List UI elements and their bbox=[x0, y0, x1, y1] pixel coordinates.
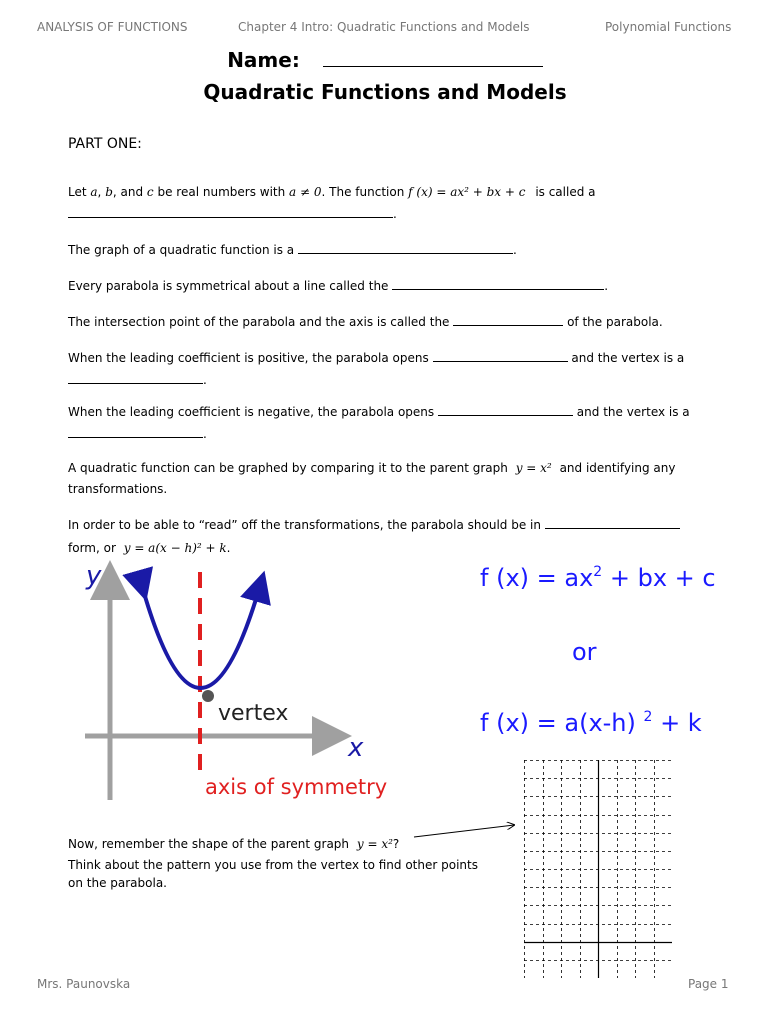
or-label: or bbox=[572, 638, 597, 666]
sentence-5 bbox=[68, 348, 684, 368]
standard-form-a: f (x) = ax bbox=[480, 564, 594, 592]
quadratic-formula: f (x) = ax² + bx + c bbox=[408, 185, 526, 199]
parent-graph-formula-2: y = x² bbox=[356, 837, 393, 851]
s1-text: Let bbox=[68, 185, 87, 199]
blank-4[interactable] bbox=[453, 325, 563, 326]
sentence-8b: form, or y = a(x − h)² + k. bbox=[68, 541, 231, 555]
sentence-3: Every parabola is symmetrical about a line called the . bbox=[68, 279, 609, 293]
s4-text: The intersection point of the parabola and the axis is called the bbox=[68, 315, 450, 329]
s1-end: is called a bbox=[535, 185, 596, 199]
blank-5a[interactable] bbox=[433, 361, 568, 362]
parabola-diagram bbox=[70, 560, 410, 810]
vertex-form-b: + k bbox=[652, 709, 702, 737]
name-blank[interactable] bbox=[323, 66, 543, 67]
sentence-9b: Think about the pattern you use from the vertex to find other points bbox=[68, 858, 478, 872]
axis-of-symmetry-label: axis of symmetry bbox=[205, 775, 388, 799]
page-title: Quadratic Functions and Models bbox=[203, 80, 567, 104]
s7-continued: transformations. bbox=[68, 482, 168, 496]
standard-form-formula bbox=[480, 564, 716, 592]
blank-3[interactable] bbox=[392, 289, 604, 290]
s1-mid: be real numbers with bbox=[157, 185, 286, 199]
footer-right: Page 1 bbox=[688, 977, 729, 991]
sentence-8 bbox=[68, 515, 680, 535]
s2-text: The graph of a quadratic function is a bbox=[68, 243, 295, 257]
blank-5b[interactable] bbox=[68, 383, 203, 384]
s7-text: A quadratic function can be graphed by comparing it to the parent graph bbox=[68, 461, 508, 475]
s1-and: , and bbox=[112, 185, 144, 199]
s6-blank-line: . bbox=[68, 424, 207, 444]
parent-graph-formula: y = x² bbox=[515, 461, 552, 475]
sentence-9 bbox=[68, 834, 399, 854]
name-line bbox=[0, 48, 770, 72]
condition-formula: a ≠ 0 bbox=[289, 185, 322, 199]
sentence-9c: on the parabola. bbox=[68, 876, 167, 890]
coordinate-grid[interactable] bbox=[524, 760, 672, 978]
header-center: Chapter 4 Intro: Quadratic Functions and Models bbox=[238, 20, 530, 34]
var-c: c bbox=[146, 185, 154, 199]
blank-2[interactable] bbox=[298, 253, 513, 254]
var-a: a bbox=[90, 185, 98, 199]
var-b: b bbox=[105, 185, 113, 199]
s6-text: When the leading coefficient is negative, the parabola opens bbox=[68, 405, 435, 419]
s1-fn: . The function bbox=[321, 185, 405, 199]
vertex-form-exp: 2 bbox=[643, 709, 653, 725]
blank-6a[interactable] bbox=[438, 415, 573, 416]
s5-text: When the leading coefficient is positive, the parabola opens bbox=[68, 351, 429, 365]
s5-end: and the vertex is a bbox=[571, 351, 685, 365]
standard-form-exp: 2 bbox=[593, 564, 603, 580]
vertex-point bbox=[202, 690, 214, 702]
standard-form-b: + bx + c bbox=[602, 564, 716, 592]
s5-blank-line: . bbox=[68, 370, 207, 390]
vertex-form-formula: y = a(x − h)² + k bbox=[123, 541, 227, 555]
sentence-2: The graph of a quadratic function is a . bbox=[68, 243, 517, 257]
vertex-form-a: f (x) = a(x-h) bbox=[480, 709, 644, 737]
part-one-heading: PART ONE: bbox=[68, 136, 142, 152]
s1-blank-line: . bbox=[68, 204, 397, 224]
y-axis-label: y bbox=[86, 561, 102, 591]
header-right: Polynomial Functions bbox=[605, 20, 732, 34]
s8-text: In order to be able to “read” off the transformations, the parabola should be in bbox=[68, 518, 541, 532]
footer-left: Mrs. Paunovska bbox=[37, 977, 131, 991]
header-left: ANALYSIS OF FUNCTIONS bbox=[37, 20, 188, 34]
blank-1[interactable] bbox=[68, 217, 393, 218]
vertex-form-big bbox=[480, 709, 702, 737]
s3-text: Every parabola is symmetrical about a line called the bbox=[68, 279, 389, 293]
s7-end: and identifying any bbox=[559, 461, 676, 475]
sentence-6 bbox=[68, 402, 690, 422]
s8-form: form, or bbox=[68, 541, 116, 555]
s9-question: ? bbox=[392, 837, 400, 851]
arrow-to-grid bbox=[410, 815, 520, 845]
s4-end: of the parabola. bbox=[567, 315, 663, 329]
name-label: Name: bbox=[227, 48, 300, 72]
x-axis-label: x bbox=[348, 733, 364, 763]
s6-end: and the vertex is a bbox=[576, 405, 690, 419]
blank-6b[interactable] bbox=[68, 437, 203, 438]
vertex-label: vertex bbox=[218, 701, 289, 726]
sentence-7 bbox=[68, 458, 675, 478]
sentence-4 bbox=[68, 312, 663, 332]
sentence-1: Let a, b, and c be real numbers with a ≠ 0. The function f (x) = ax² + bx + c is called a bbox=[68, 185, 596, 199]
s9-text: Now, remember the shape of the parent graph bbox=[68, 837, 350, 851]
blank-8[interactable] bbox=[545, 528, 680, 529]
